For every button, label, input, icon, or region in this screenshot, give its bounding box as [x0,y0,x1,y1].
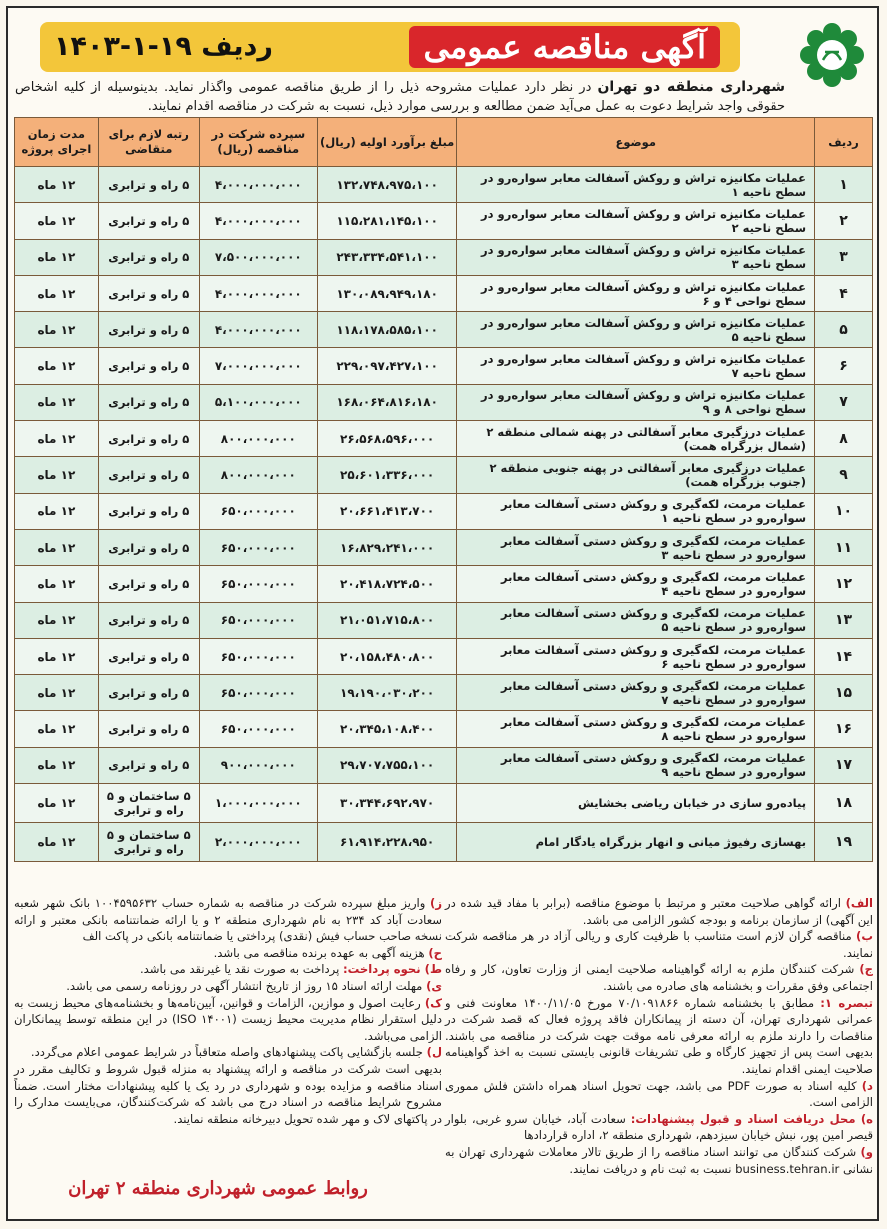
note-jim: ج) شرکت کنندگان ملزم به ارائه گواهینامه صلاحیت ایمنی از وزارت تعاون، کار و رفاه اجتماعی وفق مقررات و بخشنامه های صادره می باشند. [445,962,873,993]
deposit-cell: ۹۰۰،۰۰۰،۰۰۰ [199,747,317,783]
duration-cell: ۱۲ ماه [15,421,99,457]
grade-cell: ۵ راه و ترابری [98,529,199,565]
row-number-cell: ۱۴ [815,638,873,674]
table-row [15,823,873,862]
table-row [15,275,873,311]
table-row [15,493,873,529]
estimate-cell: ۲۵،۶۰۱،۳۳۶،۰۰۰ [317,457,457,493]
row-number-cell: ۱۰ [815,493,873,529]
subject-cell: عملیات مرمت، لکه‌گیری و روکش دستی آسفالت معابر سواره‌رو در سطح ناحیه ۵ [457,602,815,638]
note-alef: الف) ارائه گواهی صلاحیت معتبر و مرتبط با موضوع مناقصه (برابر با مفاد قید شده در این آگهی) از سازمان برنامه و بودجه کشور الزامی می باشد. [445,896,873,927]
row-number-cell: ۱۵ [815,675,873,711]
deposit-cell: ۲،۰۰۰،۰۰۰،۰۰۰ [199,823,317,862]
deposit-cell: ۶۵۰،۰۰۰،۰۰۰ [199,711,317,747]
deposit-cell: ۵،۱۰۰،۰۰۰،۰۰۰ [199,384,317,420]
estimate-cell: ۲۱،۰۵۱،۷۱۵،۸۰۰ [317,602,457,638]
row-number-cell: ۳ [815,239,873,275]
row-number-cell: ۱۶ [815,711,873,747]
subject-cell: عملیات مکانیزه تراش و روکش آسفالت معابر سواره‌رو در سطح نواحی ۴ و ۶ [457,275,815,311]
deposit-cell: ۷،۰۰۰،۰۰۰،۰۰۰ [199,348,317,384]
table-row [15,711,873,747]
business-site-link[interactable]: business.tehran.ir [735,1161,840,1176]
table-row [15,602,873,638]
table-row [15,384,873,420]
grade-cell: ۵ راه و ترابری [98,275,199,311]
deposit-cell: ۶۵۰،۰۰۰،۰۰۰ [199,493,317,529]
note-final: بدیهی است شرکت در مناقصه و ارائه پیشنهاد به منزله قبول شروط و تکالیف مقرر در اسناد مناقصه و مزایده بوده و شهرداری در رد یک یا کلیه پیشنهادات مختار است. ضمناً مشروح شرایط مناقصه در اسناد درج می باشد که شرکت‌کنندگان، می‌بایست مدارک را در پاکتهای لاک و مهر شده تحویل دبیرخانه منطقه نمایند. [14,1061,442,1126]
header-duration: مدت زمان اجرای پروژه [15,118,99,167]
duration-cell: ۱۲ ماه [15,823,99,862]
tehran-municipality-logo-icon [799,22,865,88]
deposit-cell: ۸۰۰،۰۰۰،۰۰۰ [199,457,317,493]
notes-right-column [445,895,873,1177]
duration-cell: ۱۲ ماه [15,638,99,674]
estimate-cell: ۱۹،۱۹۰،۰۳۰،۲۰۰ [317,675,457,711]
table-header-row [15,118,873,167]
subject-cell: عملیات مرمت، لکه‌گیری و روکش دستی آسفالت معابر سواره‌رو در سطح ناحیه ۱ [457,493,815,529]
duration-cell: ۱۲ ماه [15,493,99,529]
grade-cell: ۵ راه و ترابری [98,348,199,384]
estimate-cell: ۲۰،۶۶۱،۴۱۳،۷۰۰ [317,493,457,529]
duration-cell: ۱۲ ماه [15,275,99,311]
header-row-number: ردیف [815,118,873,167]
table-row [15,747,873,783]
grade-cell: ۵ راه و ترابری [98,421,199,457]
row-number-cell: ۲ [815,203,873,239]
public-relations-signature: روابط عمومی شهرداری منطقه ۲ تهران [68,1178,368,1199]
duration-cell: ۱۲ ماه [15,203,99,239]
estimate-cell: ۳۰،۳۴۴،۶۹۲،۹۷۰ [317,784,457,823]
grade-cell: ۵ راه و ترابری [98,602,199,638]
duration-cell: ۱۲ ماه [15,457,99,493]
duration-cell: ۱۲ ماه [15,675,99,711]
tender-table [14,117,873,862]
table-row [15,638,873,674]
subject-cell: عملیات مکانیزه تراش و روکش آسفالت معابر سواره‌رو در سطح ناحیه ۲ [457,203,815,239]
header-deposit: سپرده شرکت در مناقصه (ریال) [199,118,317,167]
row-number-label: ردیف ۱۹-۱-۱۴۰۳ [54,31,273,62]
row-number-cell: ۷ [815,384,873,420]
table-row [15,312,873,348]
deposit-cell: ۴،۰۰۰،۰۰۰،۰۰۰ [199,312,317,348]
estimate-cell: ۲۲۹،۰۹۷،۴۲۷،۱۰۰ [317,348,457,384]
grade-cell: ۵ راه و ترابری [98,203,199,239]
deposit-cell: ۴،۰۰۰،۰۰۰،۰۰۰ [199,167,317,203]
duration-cell: ۱۲ ماه [15,384,99,420]
duration-cell: ۱۲ ماه [15,529,99,565]
estimate-cell: ۱۳۲،۷۴۸،۹۷۵،۱۰۰ [317,167,457,203]
header-estimate: مبلغ برآورد اولیه (ریال) [317,118,457,167]
note-ta: ط) نحوه پرداخت: پرداخت به صورت نقد یا غیرنقد می باشد. [139,962,442,977]
estimate-cell: ۲۰،۴۱۸،۷۲۴،۵۰۰ [317,566,457,602]
table-row [15,167,873,203]
row-number-cell: ۹ [815,457,873,493]
duration-cell: ۱۲ ماه [15,784,99,823]
estimate-cell: ۱۱۵،۲۸۱،۱۴۵،۱۰۰ [317,203,457,239]
grade-cell: ۵ ساختمان و ۵ راه و ترابری [98,784,199,823]
deposit-cell: ۷،۵۰۰،۰۰۰،۰۰۰ [199,239,317,275]
subject-cell: عملیات مکانیزه تراش و روکش آسفالت معابر سواره‌رو در سطح ناحیه ۱ [457,167,815,203]
table-row [15,239,873,275]
duration-cell: ۱۲ ماه [15,239,99,275]
subject-cell: عملیات درزگیری معابر آسفالتی در پهنه جنوبی منطقه ۲ (جنوب بزرگراه همت) [457,457,815,493]
row-number-cell: ۶ [815,348,873,384]
note-he2: ح) هزینه آگهی به عهده برنده مناقصه می باشد. [213,945,442,960]
estimate-cell: ۲۰،۱۵۸،۴۸۰،۸۰۰ [317,638,457,674]
grade-cell: ۵ راه و ترابری [98,711,199,747]
grade-cell: ۵ راه و ترابری [98,457,199,493]
deposit-cell: ۴،۰۰۰،۰۰۰،۰۰۰ [199,275,317,311]
note-ye: ی) مهلت ارائه اسناد ۱۵ روز از تاریخ انتشار آگهی در روزنامه رسمی می باشد. [66,978,442,993]
header-subject: موضوع [457,118,815,167]
subject-cell: بهسازی رفیوژ میانی و انهار بزرگراه یادگار امام [457,823,815,862]
deposit-cell: ۴،۰۰۰،۰۰۰،۰۰۰ [199,203,317,239]
grade-cell: ۵ راه و ترابری [98,493,199,529]
table-row [15,348,873,384]
grade-cell: ۵ راه و ترابری [98,239,199,275]
duration-cell: ۱۲ ماه [15,566,99,602]
grade-cell: ۵ راه و ترابری [98,167,199,203]
note-lam: ل) جلسه بازگشایی پاکت پیشنهادهای واصله متعاقباً در شرایط عمومی اعلام می‌گردد. [30,1045,442,1060]
intro-org-name: شهرداری منطقه دو تهران [597,79,785,95]
table-row [15,421,873,457]
grade-cell: ۵ راه و ترابری [98,638,199,674]
announcement-title: آگهی مناقصه عمومی [409,26,720,68]
note-dal: د) کلیه اسناد به صورت PDF می باشد، جهت تحویل اسناد همراه داشتن فلش مموری الزامی است. [445,1078,873,1110]
deposit-cell: ۸۰۰،۰۰۰،۰۰۰ [199,421,317,457]
estimate-cell: ۲۰،۳۴۵،۱۰۸،۴۰۰ [317,711,457,747]
grade-cell: ۵ راه و ترابری [98,675,199,711]
estimate-cell: ۱۶۸،۰۶۴،۸۱۶،۱۸۰ [317,384,457,420]
subject-cell: عملیات مرمت، لکه‌گیری و روکش دستی آسفالت معابر سواره‌رو در سطح ناحیه ۷ [457,675,815,711]
grade-cell: ۵ راه و ترابری [98,566,199,602]
notes-left-column [14,895,442,1127]
subject-cell: عملیات مکانیزه تراش و روکش آسفالت معابر سواره‌رو در سطح ناحیه ۵ [457,312,815,348]
note-vav: و) شرکت کنندگان می توانند اسناد مناقصه را از طریق تالار معاملات شهرداری تهران به نشانی business.tehran.ir نسبت به ثبت نام و دریافت نمایند. [445,1144,873,1176]
subject-cell: عملیات مرمت، لکه‌گیری و روکش دستی آسفالت معابر سواره‌رو در سطح ناحیه ۳ [457,529,815,565]
row-number-cell: ۴ [815,275,873,311]
deposit-cell: ۶۵۰،۰۰۰،۰۰۰ [199,675,317,711]
deposit-cell: ۶۵۰،۰۰۰،۰۰۰ [199,638,317,674]
row-number-cell: ۱۲ [815,566,873,602]
table-row [15,529,873,565]
row-number-cell: ۸ [815,421,873,457]
estimate-cell: ۱۶،۸۲۹،۲۴۱،۰۰۰ [317,529,457,565]
table-row [15,566,873,602]
estimate-cell: ۲۴۳،۳۳۴،۵۴۱،۱۰۰ [317,239,457,275]
row-number-cell: ۱۹ [815,823,873,862]
duration-cell: ۱۲ ماه [15,348,99,384]
header-grade: رتبه لازم برای متقاضی [98,118,199,167]
row-number-cell: ۱۸ [815,784,873,823]
duration-cell: ۱۲ ماه [15,747,99,783]
estimate-cell: ۱۳۰،۰۸۹،۹۴۹،۱۸۰ [317,275,457,311]
subject-cell: عملیات درزگیری معابر آسفالتی در پهنه شمالی منطقه ۲ (شمال بزرگراه همت) [457,421,815,457]
intro-paragraph [15,78,785,116]
subject-cell: عملیات مرمت، لکه‌گیری و روکش دستی آسفالت معابر سواره‌رو در سطح ناحیه ۹ [457,747,815,783]
grade-cell: ۵ راه و ترابری [98,384,199,420]
subject-cell: عملیات مرمت، لکه‌گیری و روکش دستی آسفالت معابر سواره‌رو در سطح ناحیه ۶ [457,638,815,674]
duration-cell: ۱۲ ماه [15,312,99,348]
subject-cell: عملیات مکانیزه تراش و روکش آسفالت معابر سواره‌رو در سطح ناحیه ۷ [457,348,815,384]
deposit-cell: ۶۵۰،۰۰۰،۰۰۰ [199,602,317,638]
row-number-cell: ۵ [815,312,873,348]
row-number-cell: ۱۷ [815,747,873,783]
duration-cell: ۱۲ ماه [15,711,99,747]
grade-cell: ۵ راه و ترابری [98,312,199,348]
note-tabsare: تبصره ۱: مطابق با بخشنامه شماره ۷۰/۱۰۹۱۸۶۶ مورخ ۱۴۰۰/۱۱/۰۵ معاونت فنی و عمرانی شهرداری تهران، آن دسته از پیمانکاران فاقد پروژه فعال که قصد شرکت در مناقصات را دارند ملزم به ارائه معرفی نامه موقت جهت شرکت در مناقصه می باشند. بدیهی است پس از تجهیز کارگاه و طی تشریفات قانونی بایستی نسبت به اخذ گواهینامه صلاحیت ایمنی اقدام نمایند. [445,995,873,1076]
subject-cell: عملیات مرمت، لکه‌گیری و روکش دستی آسفالت معابر سواره‌رو در سطح ناحیه ۸ [457,711,815,747]
note-be: ب) مناقصه گران لازم است متناسب با ظرفیت کاری و ریالی آزاد در هر مناقصه شرکت نمایند. [445,929,873,960]
duration-cell: ۱۲ ماه [15,167,99,203]
intro-text: در نظر دارد عملیات مشروحه ذیل را از طریق مناقصه عمومی واگذار نماید. بدینوسیله از کلیه اشخاص حقوقی واجد شرایط دعوت به عمل می‌آید ضمن مطالعه و بررسی موارد ذیل، نسبت به شرکت در مناقصه اقدام نمایند. [15,80,785,114]
duration-cell: ۱۲ ماه [15,602,99,638]
table-row [15,203,873,239]
table-row [15,457,873,493]
row-number-cell: ۱۱ [815,529,873,565]
estimate-cell: ۱۱۸،۱۷۸،۵۸۵،۱۰۰ [317,312,457,348]
grade-cell: ۵ راه و ترابری [98,747,199,783]
table-row [15,675,873,711]
deposit-cell: ۶۵۰،۰۰۰،۰۰۰ [199,566,317,602]
estimate-cell: ۶۱،۹۱۴،۲۲۸،۹۵۰ [317,823,457,862]
subject-cell: عملیات مکانیزه تراش و روکش آسفالت معابر سواره‌رو در سطح نواحی ۸ و ۹ [457,384,815,420]
note-he: ه) محل دریافت اسناد و قبول پیشنهادات: سعادت آباد، خیابان سرو غربی، بلوار قیصر امین پور، نبش خیابان سیزدهم، شهرداری منطقه ۲، اداره قراردادها [445,1111,874,1143]
subject-cell: عملیات مکانیزه تراش و روکش آسفالت معابر سواره‌رو در سطح ناحیه ۳ [457,239,815,275]
row-number-cell: ۱ [815,167,873,203]
estimate-cell: ۲۹،۷۰۷،۷۵۵،۱۰۰ [317,747,457,783]
estimate-cell: ۲۶،۵۶۸،۵۹۶،۰۰۰ [317,421,457,457]
grade-cell: ۵ ساختمان و ۵ راه و ترابری [98,823,199,862]
deposit-cell: ۶۵۰،۰۰۰،۰۰۰ [199,529,317,565]
note-kaf: ک) رعایت اصول و موازین، الزامات و قوانین، آیین‌نامه‌ها و بخشنامه‌های محیط زیست به دلیل استقرار نظام مدیریت محیط زیست (ISO ۱۴۰۰۱) در این منطقه توسط پیمانکاران الزامی می‌باشد. [14,995,442,1043]
subject-cell: پیاده‌رو سازی در خیابان ریاضی بخشایش [457,784,815,823]
note-ze: ز) واریز مبلغ سپرده شرکت در مناقصه به شماره حساب ۱۰۰۴۵۹۵۶۳۲ بانک شهر شعبه سعادت آباد کد ۲۳۴ به نام شهرداری منطقه ۲ و یا ارائه ضمانتنامه بانکی معتبر و ارائه نسخه صاحب حساب فیش (نقدی) پرداختی یا ضمانتنامه بانکی در پاکت الف [14,896,443,944]
deposit-cell: ۱،۰۰۰،۰۰۰،۰۰۰ [199,784,317,823]
table-row [15,784,873,823]
title-banner [40,22,740,72]
row-number-cell: ۱۳ [815,602,873,638]
subject-cell: عملیات مرمت، لکه‌گیری و روکش دستی آسفالت معابر سواره‌رو در سطح ناحیه ۴ [457,566,815,602]
